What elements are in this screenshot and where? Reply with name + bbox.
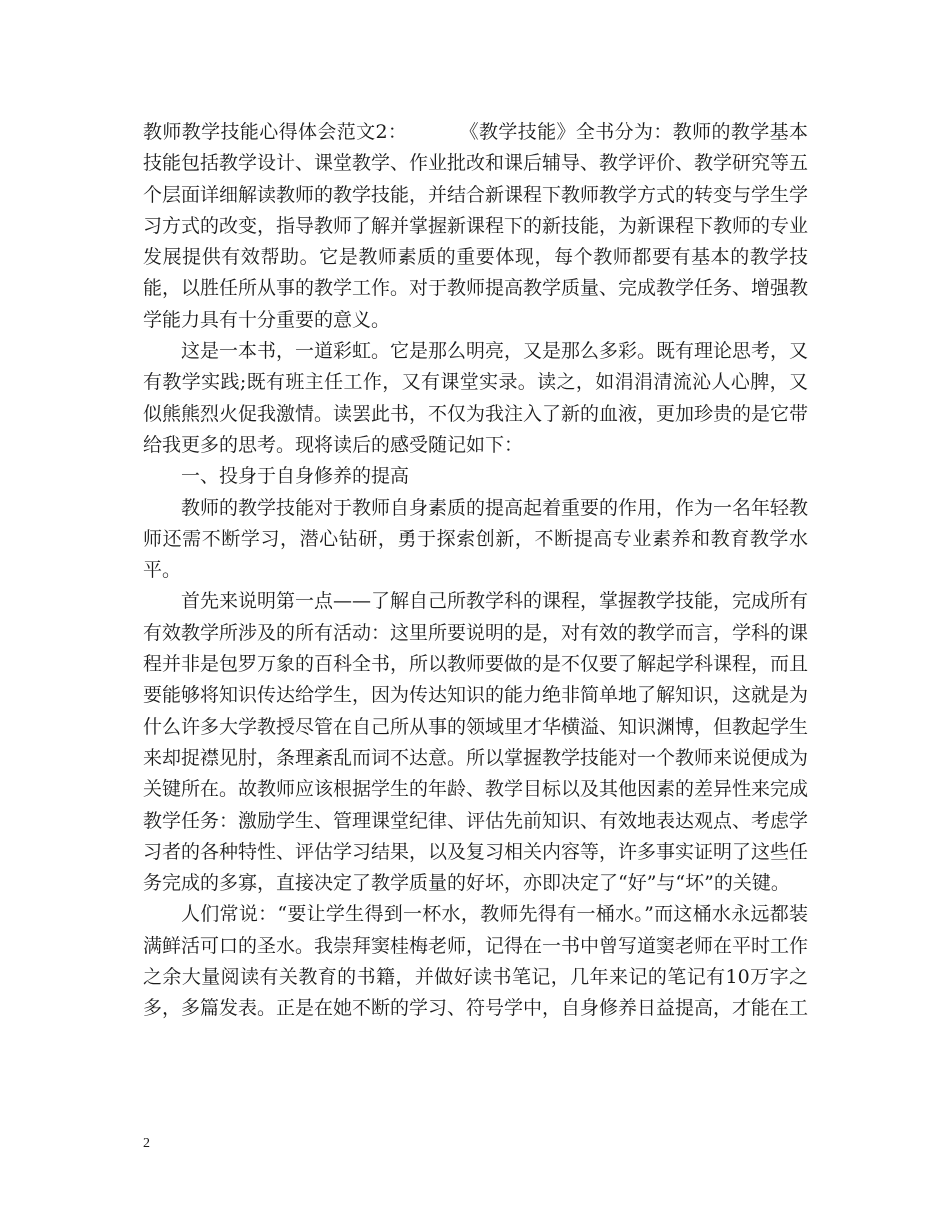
paragraph-intro bbox=[143, 117, 808, 336]
section-heading: 一、投身于自身修养的提高 bbox=[181, 465, 410, 488]
paragraph: 这是一本书，一道彩虹。它是那么明亮，又是那么多彩。既有理论思考，又有教学实践;既有班主任工作，又有课堂实录。读之，如涓涓清流沁人心脾，又似熊熊烈火促我激情。读罢此书，不仅为我注入了新的血液，更加珍贵的是它带给我更多的思考。现将读后的感受随记如下： bbox=[143, 340, 809, 456]
paragraph-intro-text: 《教学技能》全书分为：教师的教学基本技能包括教学设计、课堂教学、作业批改和课后辅导、教学评价、教学研究等五个层面详细解读教师的教学技能，并结合新课程下教师教学方式的转变与学生学习方式的改变，指导教师了解并掌握新课程下的新技能，为新课程下教师的专业发展提供有效帮助。它是教师素质的重要体现，每个教师都要有基本的教学技能，以胜任所从事的教学工作。对于教师提高教学质量、完成教学任务、增强教学能力具有十分重要的意义。 bbox=[143, 121, 809, 331]
paragraph: 人们常说：“要让学生得到一杯水，教师先得有一桶水。”而这桶水永远都装满鲜活可口的圣水。我崇拜窦桂梅老师，记得在一书中曾写道窦老师在平时工作之余大量阅读有关教育的书籍，并做好读书笔记，几年来记的笔记有10万字之多，多篇发表。正是在她不断的学习、符号学中，自身修养日益提高，才能在工 bbox=[143, 903, 809, 1020]
paragraph: 教师的教学技能对于教师自身素质的提高起着重要的作用，作为一名年轻教师还需不断学习，潜心钻研，勇于探索创新，不断提高专业素养和教育教学水平。 bbox=[143, 496, 809, 582]
page-number: 2 bbox=[143, 1136, 150, 1151]
paragraph: 首先来说明第一点——了解自己所教学科的课程，掌握教学技能，完成所有有效教学所涉及的所有活动：这里所要说明的是，对有效的教学而言，学科的课程并非是包罗万象的百科全书，所以教师要做的是不仅要了解起学科课程，而且要能够将知识传达给学生，因为传达知识的能力绝非简单地了解知识，这就是为什么许多大学教授尽管在自己所从事的领域里才华横溢、知识渊博，但教起学生来却捉襟见肘，条理紊乱而词不达意。所以掌握教学技能对一个教师来说便成为关键所在。故教师应该根据学生的年龄、教学目标以及其他因素的差异性来完成教学任务：激励学生、管理课堂纪律、评估先前知识、有效地表达观点、考虑学习者的各种特性、评估学习结果，以及复习相关内容等，许多事实证明了这些任务完成的多寡，直接决定了教学质量的好坏，亦即决定了“好”与“坏”的关键。 bbox=[143, 590, 809, 895]
document-body bbox=[143, 117, 808, 1025]
document-heading: 教师教学技能心得体会范文2： bbox=[143, 121, 408, 143]
